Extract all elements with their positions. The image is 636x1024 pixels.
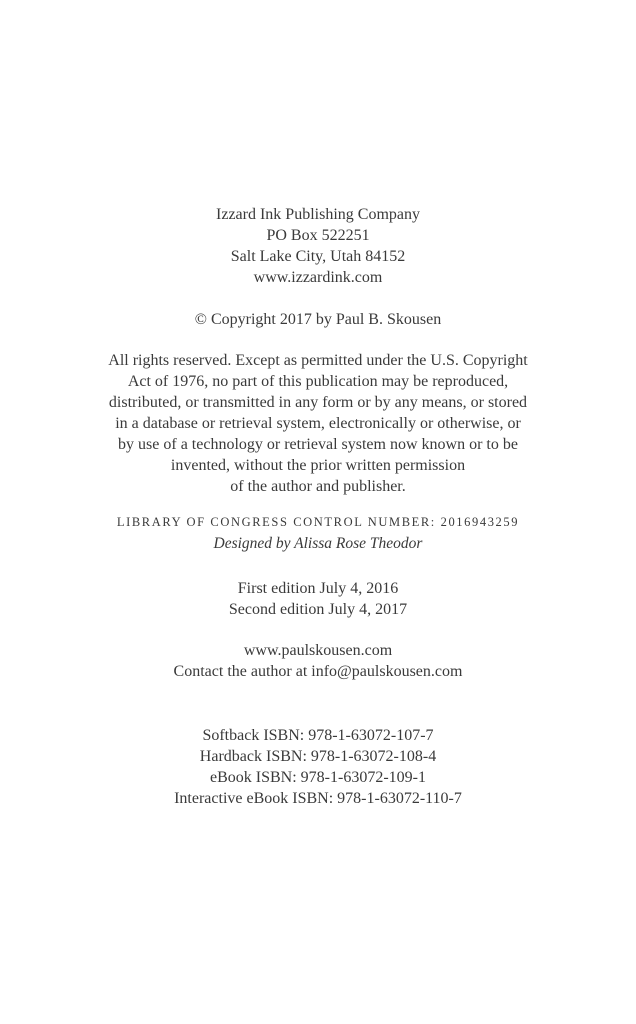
author-contact-block [0, 640, 636, 682]
rights-line: All rights reserved. Except as permitted under the U.S. Copyright [108, 352, 528, 369]
isbn-hardback: Hardback ISBN: 978-1-63072-108-4 [199, 748, 437, 765]
rights-line: invented, without the prior written permission [170, 457, 466, 474]
first-edition-line: First edition July 4, 2016 [237, 580, 399, 597]
rights-line: distributed, or transmitted in any form or by any means, or stored [108, 394, 528, 411]
second-edition-line: Second edition July 4, 2017 [228, 601, 408, 618]
author-website: www.paulskousen.com [243, 642, 393, 659]
isbn-softback: Softback ISBN: 978-1-63072-107-7 [202, 727, 434, 744]
designer-credit: Designed by Alissa Rose Theodor [213, 535, 423, 552]
rights-line: of the author and publisher. [230, 478, 406, 495]
rights-reserved-paragraph [0, 350, 636, 497]
publisher-po-box: PO Box 522251 [266, 227, 370, 244]
rights-line: Act of 1976, no part of this publication may be reproduced, [127, 373, 509, 390]
isbn-interactive-ebook: Interactive eBook ISBN: 978-1-63072-110-7 [174, 790, 462, 807]
publisher-address-block [0, 204, 636, 288]
copyright-notice: © Copyright 2017 by Paul B. Skousen [194, 311, 442, 328]
author-email-line: Contact the author at info@paulskousen.com [173, 663, 463, 680]
rights-line: by use of a technology or retrieval system now known or to be [118, 436, 518, 453]
publisher-city: Salt Lake City, Utah 84152 [230, 248, 406, 265]
library-of-congress-number: LIBRARY OF CONGRESS CONTROL NUMBER: 2016943259 [116, 515, 520, 529]
isbn-ebook: eBook ISBN: 978-1-63072-109-1 [210, 769, 426, 786]
isbn-list [0, 725, 636, 809]
publisher-name: Izzard Ink Publishing Company [216, 206, 420, 223]
publisher-website: www.izzardink.com [253, 269, 383, 286]
rights-line: in a database or retrieval system, electronically or otherwise, or [115, 415, 521, 432]
edition-dates-block [0, 578, 636, 620]
